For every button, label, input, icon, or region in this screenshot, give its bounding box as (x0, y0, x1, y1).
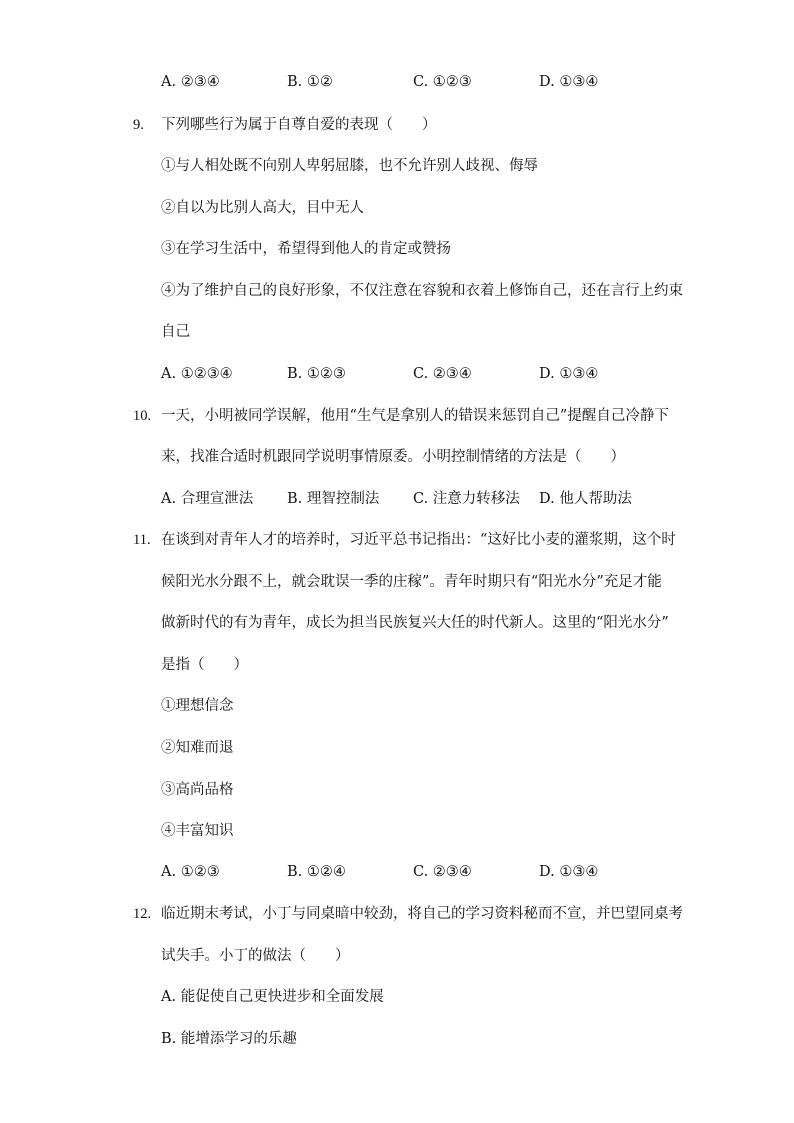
question-12-option-b: B. 能增添学习的乐趣 (161, 1031, 297, 1047)
question-9-stem: 下列哪些行为属于自尊自爱的表现（ ） (161, 117, 437, 133)
question-12-stem-line-1: 临近期末考试，小丁与同桌暗中较劲，将自己的学习资料秘而不宣，并巴望同桌考 (161, 906, 683, 922)
question-9-option-d: D. ①③④ (539, 366, 599, 382)
question-number-10: 10. (133, 408, 152, 424)
question-9-item-4: ④为了维护自己的良好形象，不仅注意在容貌和衣着上修饰自己，还在言行上约束 (161, 283, 683, 299)
option-d: D. ①③④ (539, 74, 599, 90)
question-10-option-d: D. 他人帮助法 (539, 491, 632, 507)
question-11-option-c: C. ②③④ (413, 864, 472, 880)
question-number-11: 11. (133, 532, 151, 548)
question-9-option-a: A. ①②③④ (161, 366, 233, 382)
question-10-stem-line-2: 来，找准合适时机跟同学说明事情原委。小明控制情绪的方法是（ ） (161, 449, 625, 465)
question-9-item-4-cont: 自己 (161, 324, 190, 340)
question-11-option-d: D. ①③④ (539, 864, 599, 880)
question-9-option-b: B. ①②③ (287, 366, 346, 382)
question-11-stem-line-3: 做新时代的有为青年，成长为担当民族复兴大任的时代新人。这里的“阳光水分” (161, 615, 669, 631)
question-10-stem-line-1: 一天，小明被同学误解，他用“生气是拿别人的错误来惩罚自己”提醒自己冷静下 (161, 408, 669, 424)
option-c: C. ①②③ (413, 74, 472, 90)
question-11-item-4: ④丰富知识 (161, 823, 234, 839)
question-number-12: 12. (133, 906, 152, 922)
question-10-option-c: C. 注意力转移法 (413, 491, 520, 507)
question-9-item-1: ①与人相处既不向别人卑躬屈膝，也不允许别人歧视、侮辱 (161, 158, 538, 174)
question-11-item-3: ③高尚品格 (161, 782, 234, 798)
question-11-stem-line-2: 候阳光水分跟不上，就会耽误一季的庄稼”。青年时期只有“阳光水分”充足才能 (161, 574, 662, 590)
question-9-item-3: ③在学习生活中，希望得到他人的肯定或赞扬 (161, 241, 451, 257)
question-11-stem-line-4: 是指（ ） (161, 657, 248, 673)
question-10-option-a: A. 合理宣泄法 (161, 491, 254, 507)
question-9-item-2: ②自以为比别人高大，目中无人 (161, 200, 364, 216)
question-11-stem-line-1: 在谈到对青年人才的培养时，习近平总书记指出：“这好比小麦的灌浆期，这个时 (161, 532, 676, 548)
question-11-option-a: A. ①②③ (161, 864, 220, 880)
question-number-9: 9. (133, 117, 144, 133)
question-10-option-b: B. 理智控制法 (287, 491, 380, 507)
question-12-stem-line-2: 试失手。小丁的做法（ ） (161, 948, 350, 964)
option-b: B. ①② (287, 74, 333, 90)
question-11-item-2: ②知难而退 (161, 740, 234, 756)
option-a: A. ②③④ (161, 74, 220, 90)
question-9-option-c: C. ②③④ (413, 366, 472, 382)
question-11-option-b: B. ①②④ (287, 864, 346, 880)
question-12-option-a: A. 能促使自己更快进步和全面发展 (161, 989, 384, 1005)
question-11-item-1: ①理想信念 (161, 698, 234, 714)
